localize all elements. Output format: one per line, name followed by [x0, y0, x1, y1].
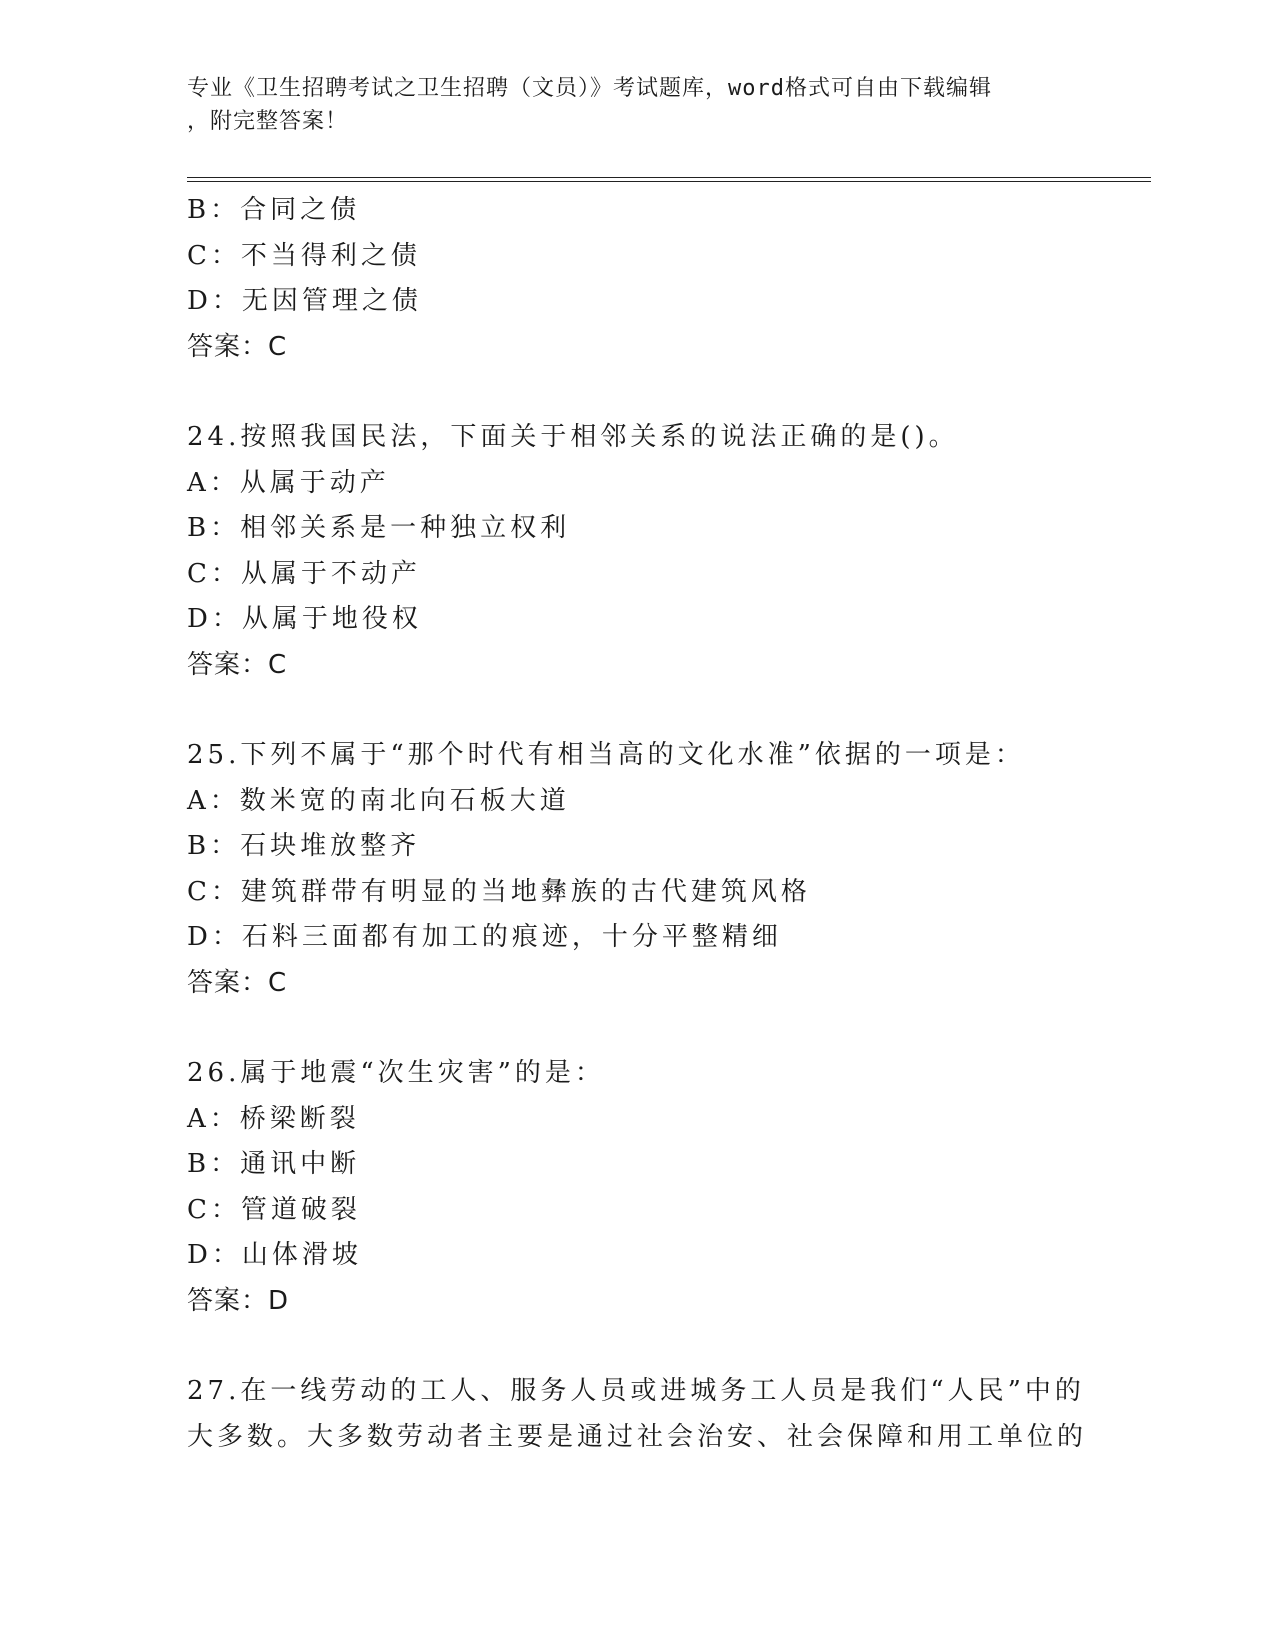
answer: 答案：C — [187, 331, 288, 362]
option-b: B：相邻关系是一种独立权利 — [187, 513, 571, 543]
question-23-partial — [187, 188, 1087, 370]
option-c: C：管道破裂 — [187, 1194, 361, 1225]
question-stem-line-1: 27.在一线劳动的工人、服务人员或进城务工人员是我们“人民”中的 — [187, 1376, 1085, 1406]
option-c: C：建筑群带有明显的当地彝族的古代建筑风格 — [187, 876, 811, 907]
option-a: A：从属于动产 — [187, 467, 390, 498]
question-stem: 25.下列不属于“那个时代有相当高的文化水准”依据的一项是： — [187, 740, 1025, 770]
question-stem: 26.属于地震“次生灾害”的是： — [187, 1058, 605, 1088]
option-b: B：合同之债 — [187, 195, 361, 225]
header-divider — [187, 177, 1151, 182]
option-d: D：石料三面都有加工的痕迹，十分平整精细 — [187, 922, 782, 952]
option-d: D：山体滑坡 — [187, 1240, 362, 1270]
question-stem-line-2: 大多数。大多数劳动者主要是通过社会治安、社会保障和用工单位的 — [187, 1421, 1088, 1452]
option-b: B：通讯中断 — [187, 1149, 361, 1179]
question-25 — [187, 733, 1087, 1006]
option-d: D：无因管理之债 — [187, 286, 422, 316]
option-d: D：从属于地役权 — [187, 604, 422, 634]
option-a: A：桥梁断裂 — [187, 1103, 360, 1134]
question-24 — [187, 415, 1087, 688]
header-line-2: ，附完整答案！ — [187, 109, 349, 134]
answer: 答案：D — [187, 1285, 290, 1316]
document-header — [187, 72, 1067, 138]
answer: 答案：C — [187, 649, 288, 680]
option-b: B：石块堆放整齐 — [187, 831, 421, 861]
option-c: C：从属于不动产 — [187, 558, 421, 589]
header-line-1: 专业《卫生招聘考试之卫生招聘（文员）》考试题库，word格式可自由下载编辑 — [187, 76, 992, 101]
answer: 答案：C — [187, 967, 288, 998]
question-27 — [187, 1369, 1087, 1460]
option-a: A：数米宽的南北向石板大道 — [187, 785, 570, 816]
question-list — [187, 188, 1087, 1460]
question-stem: 24.按照我国民法，下面关于相邻关系的说法正确的是()。 — [187, 422, 959, 452]
option-c: C：不当得利之债 — [187, 240, 421, 271]
question-26 — [187, 1051, 1087, 1324]
